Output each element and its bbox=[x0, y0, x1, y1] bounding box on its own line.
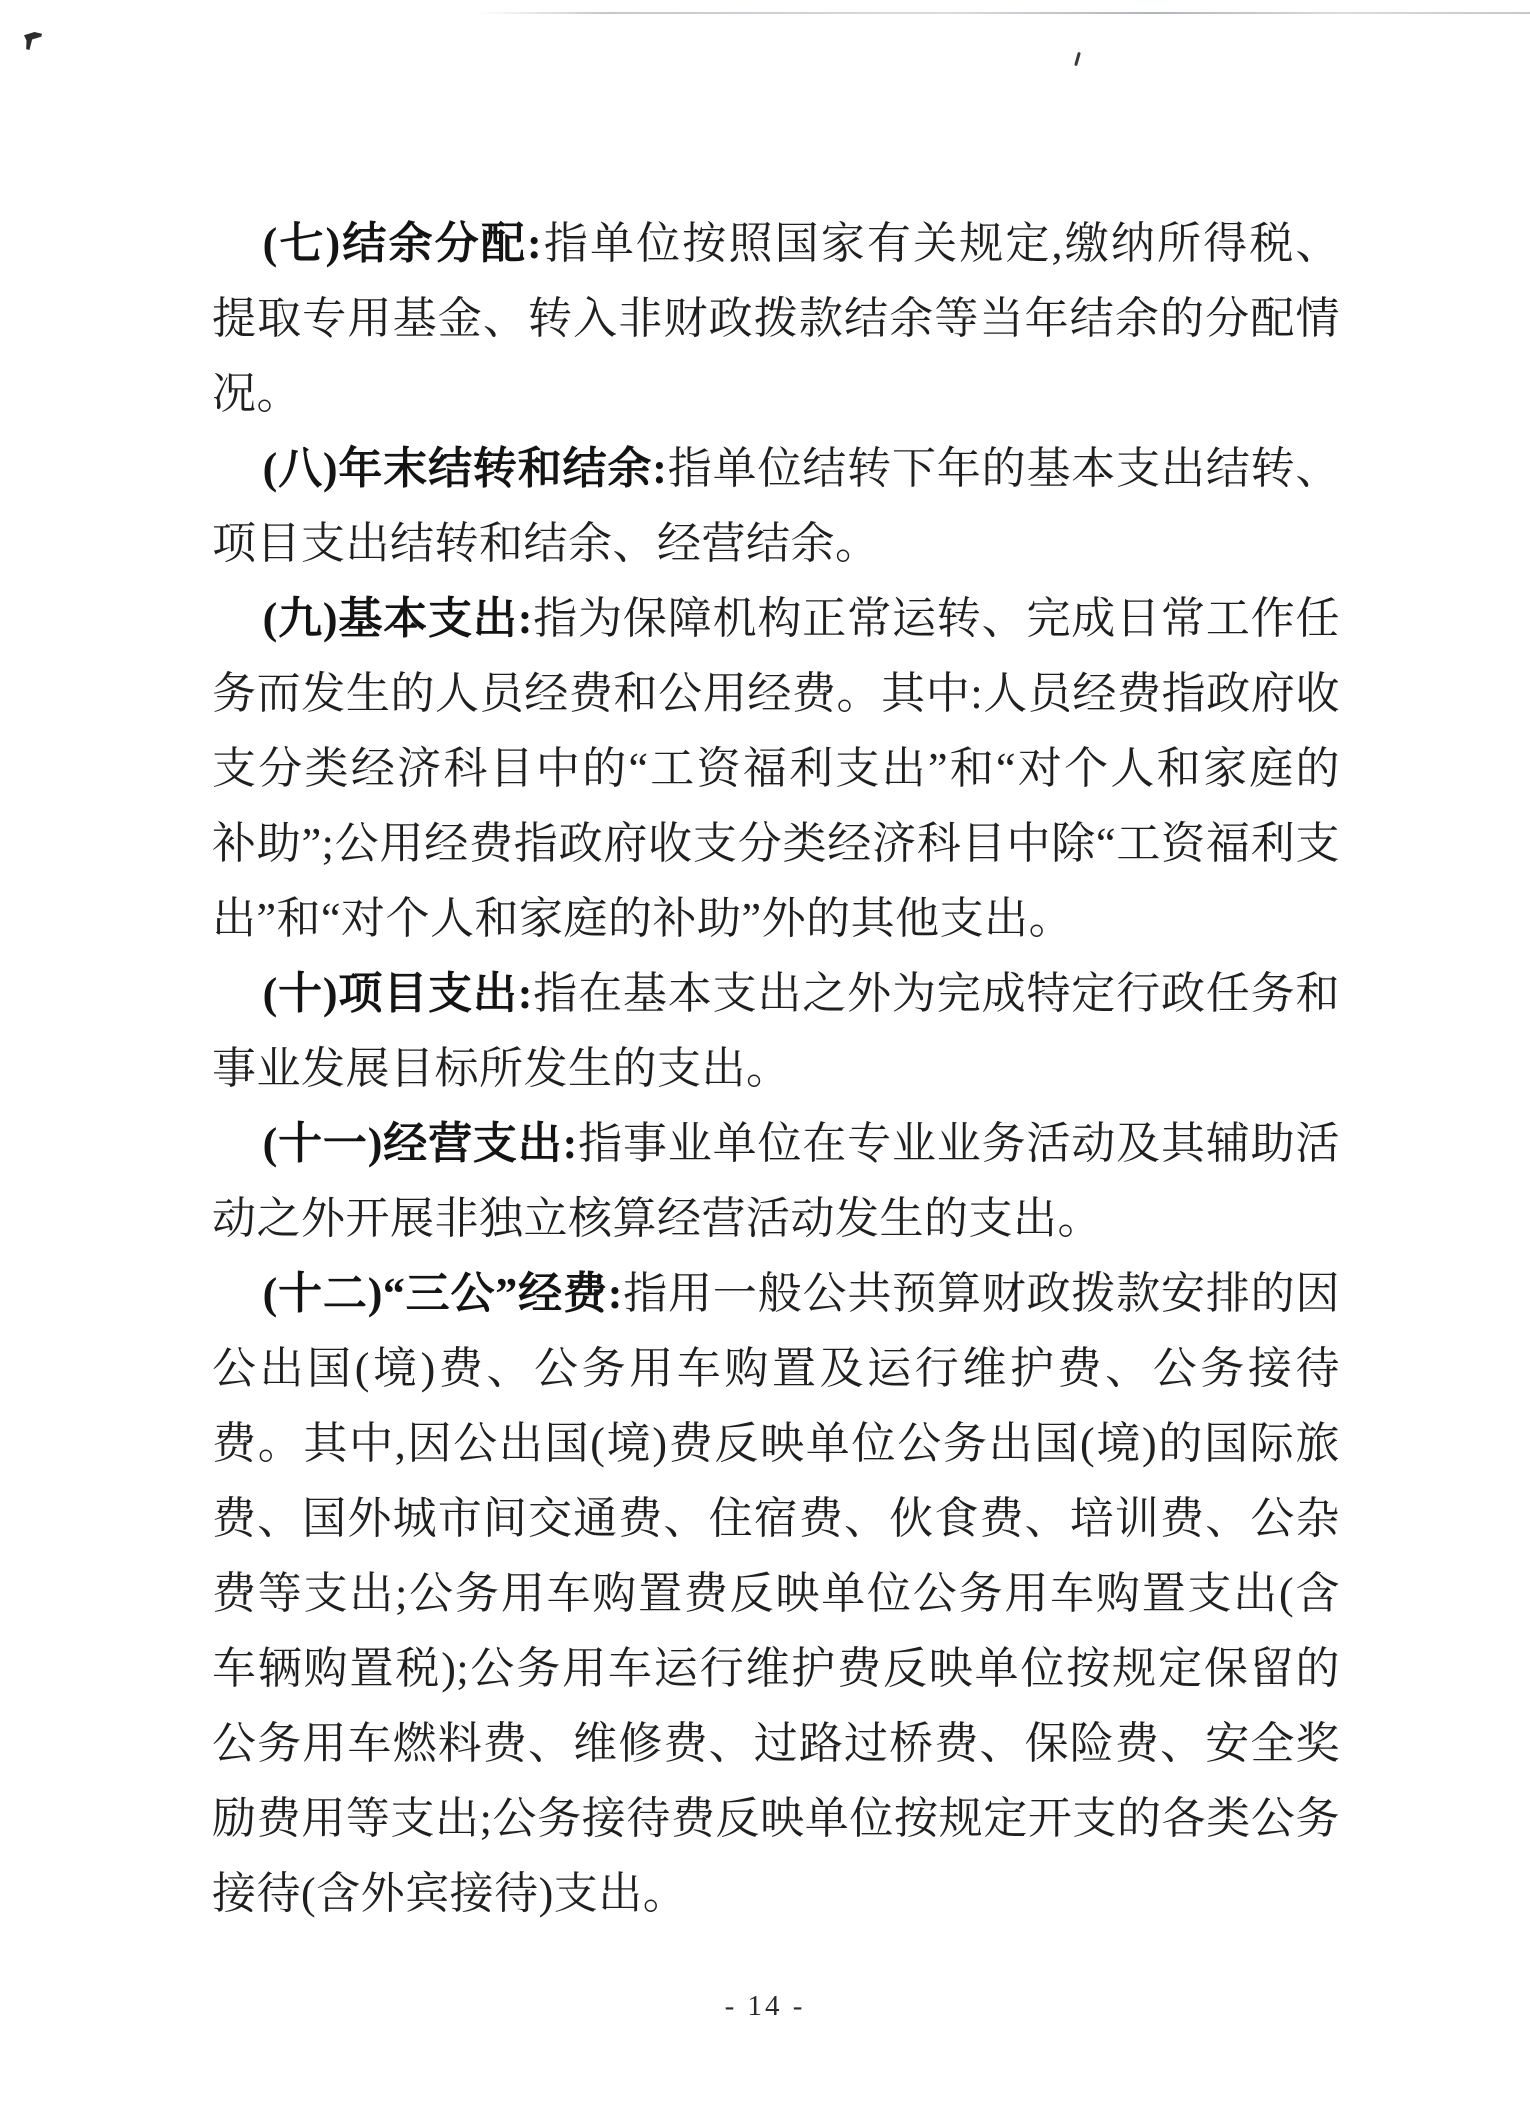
scan-hairline-artifact bbox=[478, 12, 1530, 14]
paragraph-12-head: (十二)“三公”经费: bbox=[262, 1269, 623, 1318]
paragraph-11-head: (十一)经营支出: bbox=[262, 1119, 578, 1168]
paragraph-11-body: 指事业单位在专业业务活动及其辅助活动之外开展非独立核算经营活动发生的支出。 bbox=[212, 1119, 1341, 1243]
paragraph-8 bbox=[212, 431, 1340, 581]
paragraph-12 bbox=[212, 1256, 1340, 1931]
scan-corner-mark bbox=[24, 32, 42, 50]
paragraph-8-head: (八)年末结转和结余: bbox=[262, 444, 668, 493]
paragraph-7-body: 指单位按照国家有关规定,缴纳所得税、提取专用基金、转入非财政拨款结余等当年结余的分配情况。 bbox=[212, 219, 1340, 418]
document-body bbox=[212, 206, 1340, 1931]
paragraph-10-body: 指在基本支出之外为完成特定行政任务和事业发展目标所发生的支出。 bbox=[212, 969, 1340, 1093]
paragraph-10-head: (十)项目支出: bbox=[262, 969, 533, 1018]
paragraph-9-head: (九)基本支出: bbox=[262, 594, 533, 643]
paragraph-9-body: 指为保障机构正常运转、完成日常工作任务而发生的人员经费和公用经费。其中:人员经费指政府收支分类经济科目中的“工资福利支出”和“对个人和家庭的补助”;公用经费指政府收支分类经济科目中除“工资福利支出”和“对个人和家庭的补助”外的其他支出。 bbox=[212, 594, 1340, 943]
paragraph-7 bbox=[212, 206, 1340, 431]
paragraph-12-body: 指用一般公共预算财政拨款安排的因公出国(境)费、公务用车购置及运行维护费、公务接待费。其中,因公出国(境)费反映单位公务出国(境)的国际旅费、国外城市间交通费、住宿费、伙食费、培训费、公杂费等支出;公务用车购置费反映单位公务用车购置支出(含车辆购置税);公务用车运行维护费反映单位按规定保留的公务用车燃料费、维修费、过路过桥费、保险费、安全奖励费用等支出;公务接待费反映单位按规定开支的各类公务接待(含外宾接待)支出。 bbox=[212, 1269, 1341, 1918]
paragraph-8-body: 指单位结转下年的基本支出结转、项目支出结转和结余、经营结余。 bbox=[212, 444, 1340, 568]
paragraph-7-head: (七)结余分配: bbox=[262, 219, 543, 268]
page-number: - 14 - bbox=[724, 1990, 806, 2022]
scan-ink-speck bbox=[1074, 52, 1081, 66]
paragraph-11 bbox=[212, 1106, 1340, 1256]
paragraph-9 bbox=[212, 581, 1340, 956]
paragraph-10 bbox=[212, 956, 1340, 1106]
